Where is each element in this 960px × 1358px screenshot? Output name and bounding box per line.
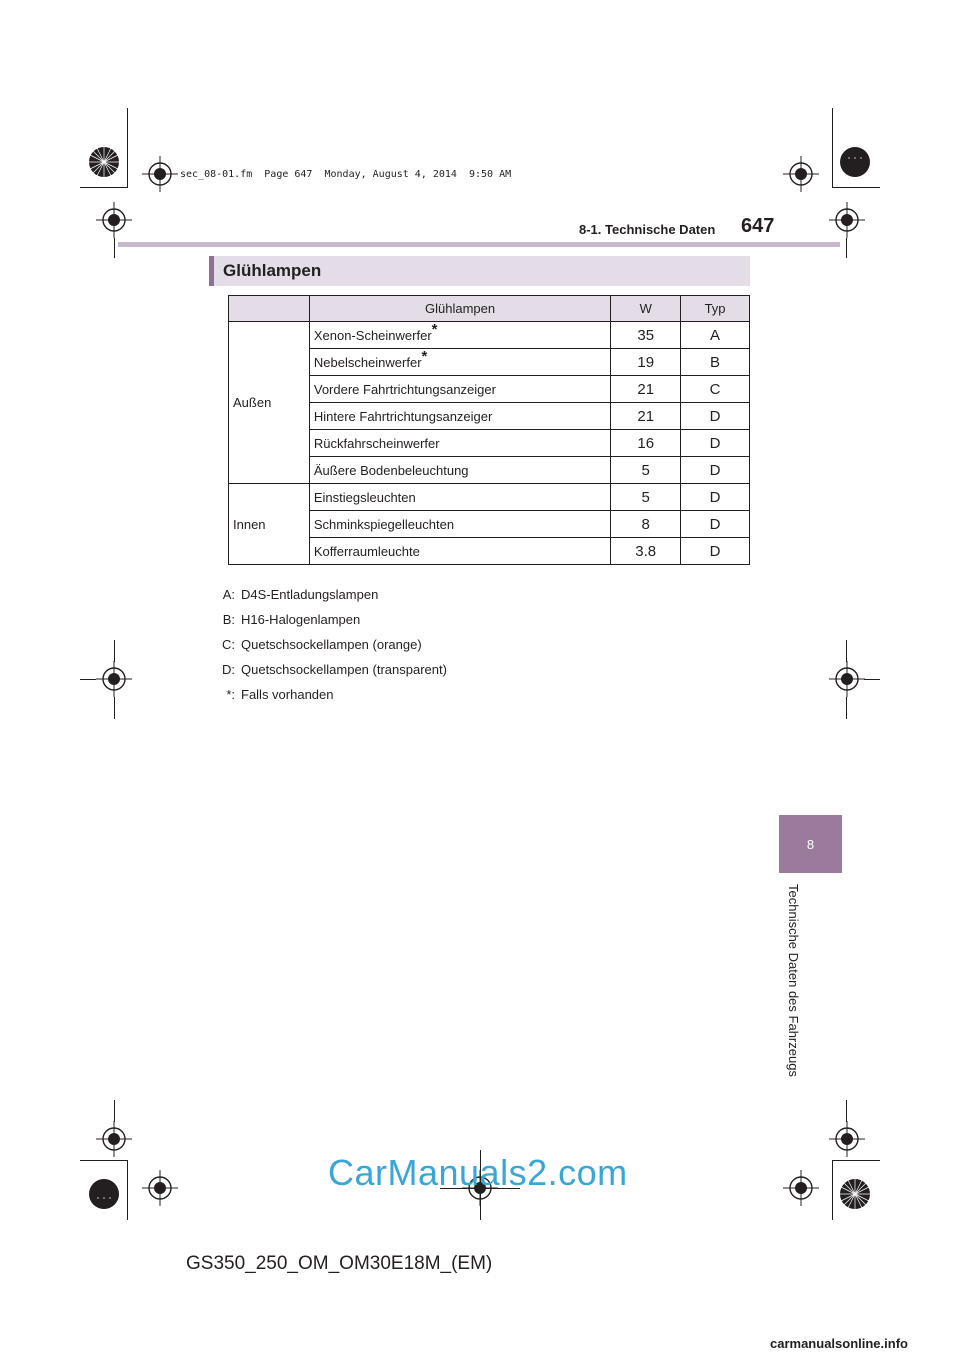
footnote-key: A: — [222, 587, 235, 602]
registration-mark-icon — [96, 661, 132, 697]
lamp-name-cell: Rückfahrscheinwerfer — [309, 430, 610, 457]
type-cell: A — [681, 322, 750, 349]
watt-cell: 19 — [611, 349, 681, 376]
print-info: sec_08-01.fm Page 647 Monday, August 4, 2014 9:50 AM — [180, 169, 512, 180]
table-header-cell: Glühlampen — [309, 296, 610, 322]
watt-cell: 5 — [611, 457, 681, 484]
table-header-cell — [229, 296, 310, 322]
chapter-side-label: Technische Daten des Fahrzeugs — [786, 884, 801, 1077]
footnote-text: Quetschsockellampen (transparent) — [241, 662, 447, 677]
watt-cell: 3.8 — [611, 538, 681, 565]
page-number: 647 — [741, 215, 775, 237]
watt-cell: 21 — [611, 403, 681, 430]
footnote-item — [205, 657, 447, 682]
type-cell: D — [681, 511, 750, 538]
footnote-item — [205, 632, 447, 657]
footnotes — [205, 582, 447, 707]
type-cell: B — [681, 349, 750, 376]
registration-mark-icon — [783, 156, 819, 192]
registration-mark-icon — [142, 1170, 178, 1206]
footnote-key: C: — [222, 637, 235, 652]
footnote-text: H16-Halogenlampen — [241, 612, 361, 627]
footnote-text: Quetschsockellampen (orange) — [241, 637, 422, 652]
watt-cell: 5 — [611, 484, 681, 511]
dot-disc-mark-icon — [837, 144, 873, 180]
lamp-name-cell: Schminkspiegelleuchten — [309, 511, 610, 538]
model-code: GS350_250_OM_OM30E18M_(EM) — [186, 1253, 493, 1274]
type-cell: D — [681, 538, 750, 565]
registration-mark-icon — [829, 661, 865, 697]
group-cell: Innen — [229, 484, 310, 565]
lamp-name-cell: Äußere Bodenbeleuchtung — [309, 457, 610, 484]
star-disc-mark-icon — [837, 1176, 873, 1212]
watt-cell: 8 — [611, 511, 681, 538]
footnote-asterisk: * — [421, 347, 428, 365]
footnote-text: Falls vorhanden — [241, 687, 334, 702]
lamp-name-cell: Nebelscheinwerfer* — [309, 349, 610, 376]
table-header-cell: W — [611, 296, 681, 322]
type-cell: D — [681, 484, 750, 511]
footnote-text: D4S-Entladungslampen — [241, 587, 379, 602]
lamp-name-cell: Hintere Fahrtrichtungsanzeiger — [309, 403, 610, 430]
lamp-name-cell: Einstiegsleuchten — [309, 484, 610, 511]
header-section-title: 8-1. Technische Daten — [579, 222, 716, 237]
lamp-name-cell: Kofferraumleuchte — [309, 538, 610, 565]
footnote-key: *: — [226, 687, 235, 702]
watt-cell: 35 — [611, 322, 681, 349]
chapter-tab — [779, 815, 842, 873]
registration-mark-icon — [96, 1121, 132, 1157]
footnote-item — [205, 607, 447, 632]
type-cell: D — [681, 457, 750, 484]
group-cell: Außen — [229, 322, 310, 484]
table-header-row — [229, 296, 750, 322]
lamp-name-cell: Vordere Fahrtrichtungsanzeiger — [309, 376, 610, 403]
registration-mark-icon — [783, 1170, 819, 1206]
footnote-item — [205, 682, 447, 707]
footnote-key: B: — [222, 612, 235, 627]
registration-mark-icon — [829, 1121, 865, 1157]
footnote-key: D: — [222, 662, 235, 677]
bottom-site-watermark: carmanualsonline.info — [770, 1336, 908, 1351]
footnote-item — [205, 582, 447, 607]
chapter-number: 8 — [806, 836, 815, 852]
table-row — [229, 484, 750, 511]
section-title: Glühlampen — [223, 261, 322, 280]
registration-mark-icon — [96, 202, 132, 238]
table-row — [229, 322, 750, 349]
header-rule — [118, 242, 840, 247]
type-cell: D — [681, 430, 750, 457]
section-title-bar — [209, 256, 750, 286]
type-cell: C — [681, 376, 750, 403]
watt-cell: 16 — [611, 430, 681, 457]
registration-mark-icon — [829, 202, 865, 238]
watermark: CarManuals2.com — [328, 1152, 628, 1193]
star-disc-mark-icon — [86, 144, 122, 180]
lamp-name-cell: Xenon-Scheinwerfer* — [309, 322, 610, 349]
watt-cell: 21 — [611, 376, 681, 403]
dot-disc-mark-icon — [86, 1176, 122, 1212]
bulb-table — [228, 295, 750, 565]
type-cell: D — [681, 403, 750, 430]
registration-mark-icon — [142, 156, 178, 192]
footnote-asterisk: * — [431, 320, 438, 338]
table-header-cell: Typ — [681, 296, 750, 322]
